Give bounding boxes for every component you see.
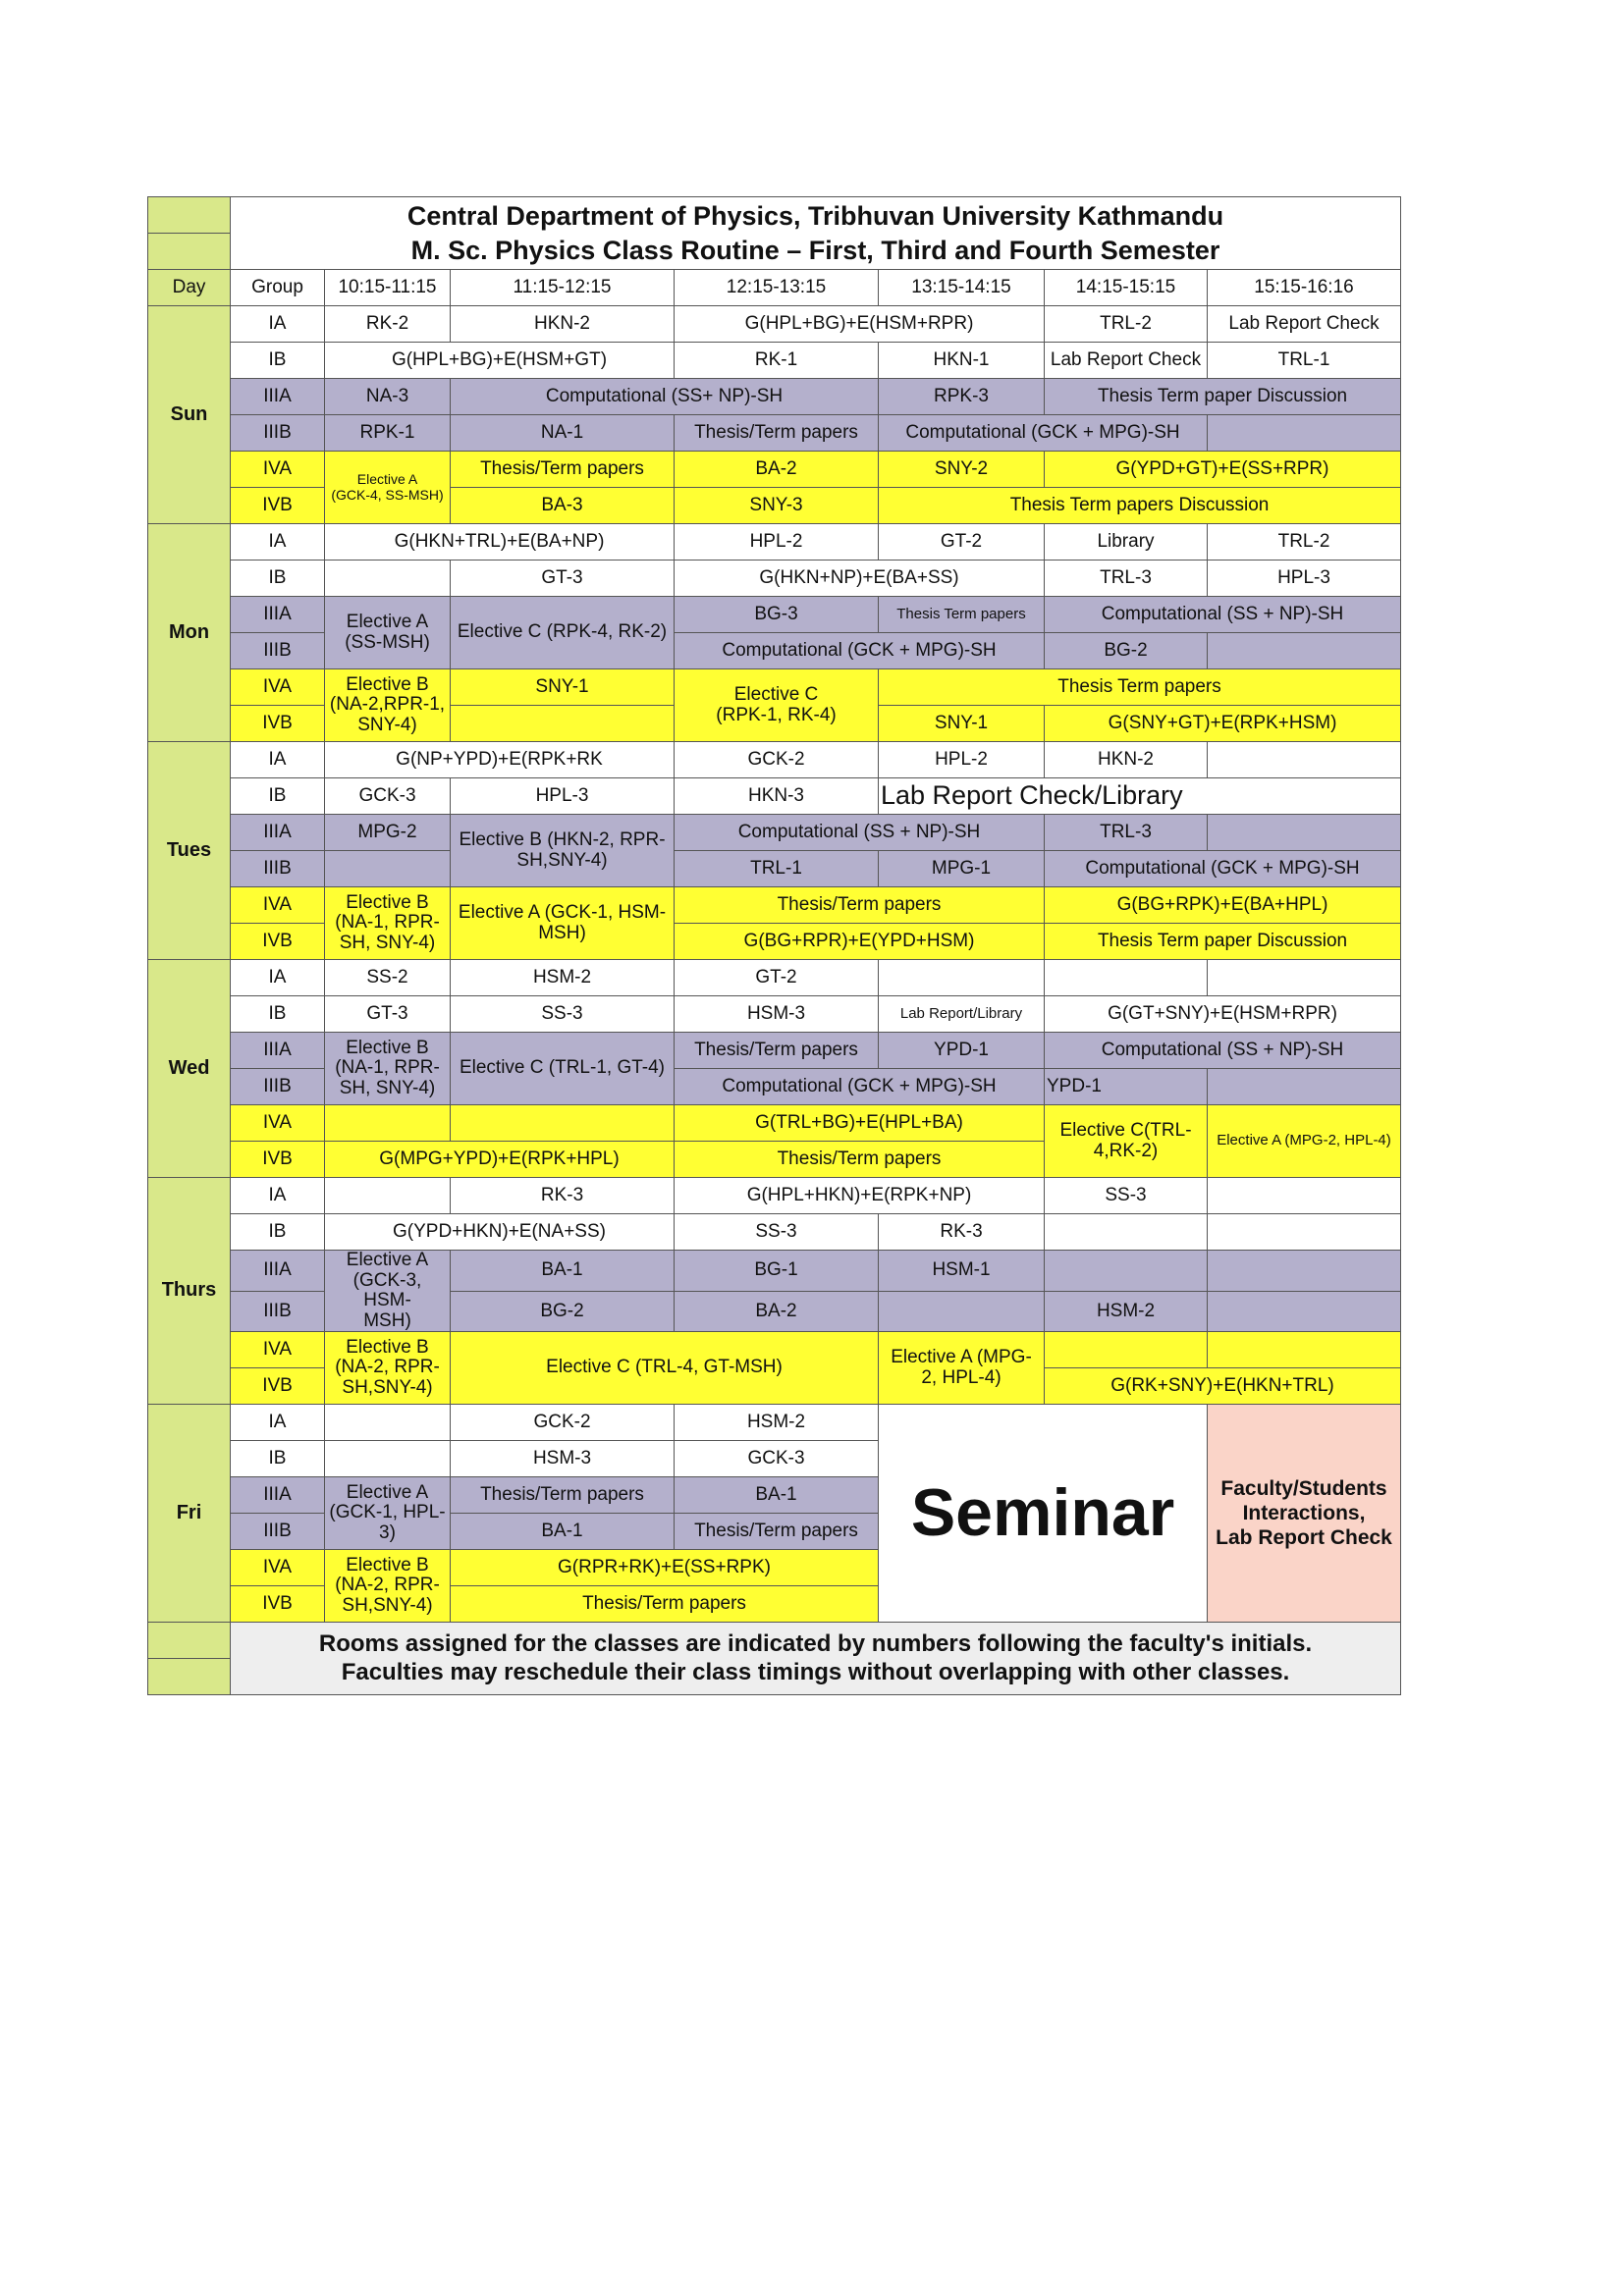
class-cell: Thesis/Term papers [675,887,1045,924]
table-row [148,815,1401,851]
class-cell: BG-2 [1045,633,1208,669]
class-cell: Elective B (NA-1, RPR- SH, SNY-4) [325,887,451,960]
class-cell: RK-1 [675,343,879,379]
title-line-2: M. Sc. Physics Class Routine – First, Third and Fourth Semester [410,235,1220,265]
class-cell: Thesis/Term papers [675,1514,879,1550]
routine-table [147,196,1401,1695]
class-cell: Elective A (GCK-3, HSM- MSH) [325,1251,451,1332]
group-label: IVA [231,887,325,924]
day-label: Wed [148,960,231,1178]
group-label: IIIA [231,815,325,851]
class-cell: G(YPD+HKN)+E(NA+SS) [325,1214,675,1251]
class-cell: HPL-3 [1208,561,1401,597]
class-cell: HSM-3 [451,1441,675,1477]
class-cell: G(SNY+GT)+E(RPK+HSM) [1045,706,1401,742]
class-cell: BA-3 [451,488,675,524]
day-label: Mon [148,524,231,742]
class-cell: Elective B (NA-2, RPR- SH,SNY-4) [325,1332,451,1405]
group-label: IVA [231,452,325,488]
table-row [148,669,1401,706]
group-label: IVB [231,1142,325,1178]
table-row [148,1251,1401,1292]
group-label: IA [231,960,325,996]
class-cell: G(BG+RPR)+E(YPD+HSM) [675,924,1045,960]
group-label: IIIB [231,633,325,669]
class-cell: BG-1 [675,1251,879,1292]
class-cell: Computational (SS+ NP)-SH [451,379,879,415]
class-cell: Lab Report/Library [879,996,1045,1033]
class-cell: NA-3 [325,379,451,415]
class-cell: G(GT+SNY)+E(HSM+RPR) [1045,996,1401,1033]
class-cell: SNY-3 [675,488,879,524]
group-header: Group [231,270,325,306]
class-cell: SNY-2 [879,452,1045,488]
class-cell: Thesis/Term papers [451,1477,675,1514]
seminar-cell: Seminar [879,1405,1208,1623]
class-cell: Elective C (RPK-4, RK-2) [451,597,675,669]
class-cell: Elective A (SS-MSH) [325,597,451,669]
class-cell: SNY-1 [451,669,675,706]
class-cell: HSM-3 [675,996,879,1033]
class-cell: HSM-2 [451,960,675,996]
class-cell: Lab Report Check [1208,306,1401,343]
day-label: Fri [148,1405,231,1623]
class-cell: TRL-1 [1208,343,1401,379]
class-cell: HPL-2 [879,742,1045,778]
class-cell: G(HPL+BG)+E(HSM+RPR) [675,306,1045,343]
footer-line-2: Faculties may reschedule their class timings without overlapping with other classes. [341,1658,1290,1685]
table-row [148,415,1401,452]
class-cell: RK-2 [325,306,451,343]
class-cell: Computational (GCK + MPG)-SH [879,415,1208,452]
group-label: IVB [231,488,325,524]
table-row [148,742,1401,778]
group-label: IIIB [231,851,325,887]
class-cell: BA-1 [675,1477,879,1514]
class-cell: G(HKN+TRL)+E(BA+NP) [325,524,675,561]
class-cell: Thesis Term paper Discussion [1045,379,1401,415]
group-label: IB [231,1441,325,1477]
group-label: IIIB [231,1069,325,1105]
slot-header: 11:15-12:15 [451,270,675,306]
header-row [148,270,1401,306]
table-row [148,1178,1401,1214]
class-cell: SS-2 [325,960,451,996]
class-cell: GCK-3 [675,1441,879,1477]
class-cell: HSM-1 [879,1251,1045,1292]
class-cell: Thesis/Term papers [675,415,879,452]
day-label: Sun [148,306,231,524]
group-label: IA [231,524,325,561]
group-label: IVA [231,1332,325,1368]
class-cell: G(RK+SNY)+E(HKN+TRL) [1045,1368,1401,1405]
class-cell: HKN-3 [675,778,879,815]
class-cell: Lab Report Check [1045,343,1208,379]
table-row [148,561,1401,597]
group-label: IVB [231,924,325,960]
table-row [148,1405,1401,1441]
class-cell: Computational (GCK + MPG)-SH [675,633,1045,669]
class-cell: GCK-2 [451,1405,675,1441]
table-row [148,1332,1401,1368]
slot-header: 14:15-15:15 [1045,270,1208,306]
class-cell: G(RPR+RK)+E(SS+RPK) [451,1550,879,1586]
day-header: Day [148,270,231,306]
class-cell: Computational (GCK + MPG)-SH [1045,851,1401,887]
group-label: IVA [231,669,325,706]
group-label: IB [231,996,325,1033]
slot-header: 13:15-14:15 [879,270,1045,306]
class-cell: Thesis/Term papers [451,1586,879,1623]
class-cell: GT-3 [451,561,675,597]
footer-line-1: Rooms assigned for the classes are indicated by numbers following the faculty's initials. [318,1629,1313,1657]
table-row [148,343,1401,379]
class-cell: YPD-1 [879,1033,1045,1069]
class-cell: RK-3 [451,1178,675,1214]
routine-sheet [147,196,1400,1695]
class-cell: BG-2 [451,1291,675,1332]
table-row [148,996,1401,1033]
class-cell: Lab Report Check/Library [879,778,1401,815]
class-cell: Elective A (GCK-1, HSM- MSH) [451,887,675,960]
group-label: IB [231,343,325,379]
group-label: IIIA [231,1477,325,1514]
class-cell: NA-1 [451,415,675,452]
class-cell: TRL-3 [1045,561,1208,597]
class-cell: Thesis Term papers [879,669,1401,706]
group-label: IVB [231,1586,325,1623]
class-cell: TRL-2 [1208,524,1401,561]
class-cell: Elective B (HKN-2, RPR- SH,SNY-4) [451,815,675,887]
footer-row [148,1623,1401,1659]
class-cell: Elective B (NA-2,RPR-1, SNY-4) [325,669,451,742]
group-label: IA [231,1405,325,1441]
class-cell: Computational (SS + NP)-SH [675,815,1045,851]
page-title [231,197,1401,270]
class-cell: Computational (GCK + MPG)-SH [675,1069,1045,1105]
class-cell: GT-3 [325,996,451,1033]
table-row [148,851,1401,887]
class-cell: BG-3 [675,597,879,633]
class-cell: G(HKN+NP)+E(BA+SS) [675,561,1045,597]
group-label: IIIA [231,1033,325,1069]
slot-header: 15:15-16:16 [1208,270,1401,306]
class-cell: Thesis Term papers Discussion [879,488,1401,524]
group-label: IIIB [231,1291,325,1332]
table-row [148,597,1401,633]
table-row [148,452,1401,488]
class-cell: MPG-2 [325,815,451,851]
class-cell: HPL-3 [451,778,675,815]
table-row [148,379,1401,415]
class-cell: GCK-2 [675,742,879,778]
footer-note [231,1623,1401,1695]
class-cell: YPD-1 [1045,1069,1208,1105]
class-cell: Elective B (NA-2, RPR- SH,SNY-4) [325,1550,451,1623]
class-cell: G(BG+RPK)+E(BA+HPL) [1045,887,1401,924]
class-cell: SS-3 [451,996,675,1033]
class-cell: Thesis Term papers [879,597,1045,633]
class-cell: GT-2 [879,524,1045,561]
table-row [148,524,1401,561]
slot-header: 12:15-13:15 [675,270,879,306]
table-row [148,778,1401,815]
class-cell: RPK-1 [325,415,451,452]
table-row [148,1033,1401,1069]
class-cell: Elective C (TRL-1, GT-4) [451,1033,675,1105]
class-cell: Computational (SS + NP)-SH [1045,597,1401,633]
class-cell: Elective C(TRL- 4,RK-2) [1045,1105,1208,1178]
group-label: IA [231,306,325,343]
day-label: Tues [148,742,231,960]
class-cell: Library [1045,524,1208,561]
class-cell: TRL-1 [675,851,879,887]
class-cell: GT-2 [675,960,879,996]
class-cell: HSM-2 [1045,1291,1208,1332]
class-cell: SNY-1 [879,706,1045,742]
table-row [148,306,1401,343]
class-cell: Elective C (TRL-4, GT-MSH) [451,1332,879,1405]
class-cell: Elective A (GCK-1, HPL- 3) [325,1477,451,1550]
class-cell: G(TRL+BG)+E(HPL+BA) [675,1105,1045,1142]
group-label: IIIA [231,1251,325,1292]
class-cell: G(NP+YPD)+E(RPK+RK [325,742,675,778]
class-cell: Elective A (MPG- 2, HPL-4) [879,1332,1045,1405]
class-cell: Thesis/Term papers [451,452,675,488]
class-cell: Elective B (NA-1, RPR- SH, SNY-4) [325,1033,451,1105]
group-label: IIIB [231,1514,325,1550]
group-label: IB [231,561,325,597]
class-cell: Elective C (RPK-1, RK-4) [675,669,879,742]
title-row [148,197,1401,234]
class-cell: Thesis Term paper Discussion [1045,924,1401,960]
group-label: IIIA [231,597,325,633]
class-cell: SS-3 [1045,1178,1208,1214]
class-cell: BA-2 [675,1291,879,1332]
group-label: IVA [231,1105,325,1142]
class-cell: HSM-2 [675,1405,879,1441]
group-label: IA [231,1178,325,1214]
class-cell: SS-3 [675,1214,879,1251]
class-cell: Computational (SS + NP)-SH [1045,1033,1401,1069]
class-cell: HKN-2 [1045,742,1208,778]
class-cell: Elective A (MPG-2, HPL-4) [1208,1105,1401,1178]
group-label: IB [231,778,325,815]
class-cell: Elective A (GCK-4, SS-MSH) [325,452,451,524]
title-line-1: Central Department of Physics, Tribhuvan University Kathmandu [406,200,1224,231]
group-label: IA [231,742,325,778]
group-label: IIIB [231,415,325,452]
class-cell: TRL-3 [1045,815,1208,851]
class-cell: BA-2 [675,452,879,488]
slot-header: 10:15-11:15 [325,270,451,306]
group-label: IIIA [231,379,325,415]
group-label: IVA [231,1550,325,1586]
class-cell: BA-1 [451,1514,675,1550]
class-cell: G(YPD+GT)+E(SS+RPR) [1045,452,1401,488]
class-cell: TRL-2 [1045,306,1208,343]
class-cell: RK-3 [879,1214,1045,1251]
class-cell: HKN-1 [879,343,1045,379]
table-row [148,960,1401,996]
class-cell: BA-1 [451,1251,675,1292]
faculty-interaction-cell: Faculty/Students Interactions, Lab Report Check [1208,1405,1401,1623]
table-row [148,1105,1401,1142]
group-label: IVB [231,1368,325,1405]
class-cell: HKN-2 [451,306,675,343]
class-cell: Thesis/Term papers [675,1033,879,1069]
class-cell: MPG-1 [879,851,1045,887]
class-cell: GCK-3 [325,778,451,815]
day-label: Thurs [148,1178,231,1405]
group-label: IVB [231,706,325,742]
table-row [148,887,1401,924]
class-cell: HPL-2 [675,524,879,561]
class-cell: RPK-3 [879,379,1045,415]
class-cell: G(HPL+HKN)+E(RPK+NP) [675,1178,1045,1214]
class-cell: Thesis/Term papers [675,1142,1045,1178]
table-row [148,1214,1401,1251]
group-label: IB [231,1214,325,1251]
class-cell: G(MPG+YPD)+E(RPK+HPL) [325,1142,675,1178]
class-cell: G(HPL+BG)+E(HSM+GT) [325,343,675,379]
